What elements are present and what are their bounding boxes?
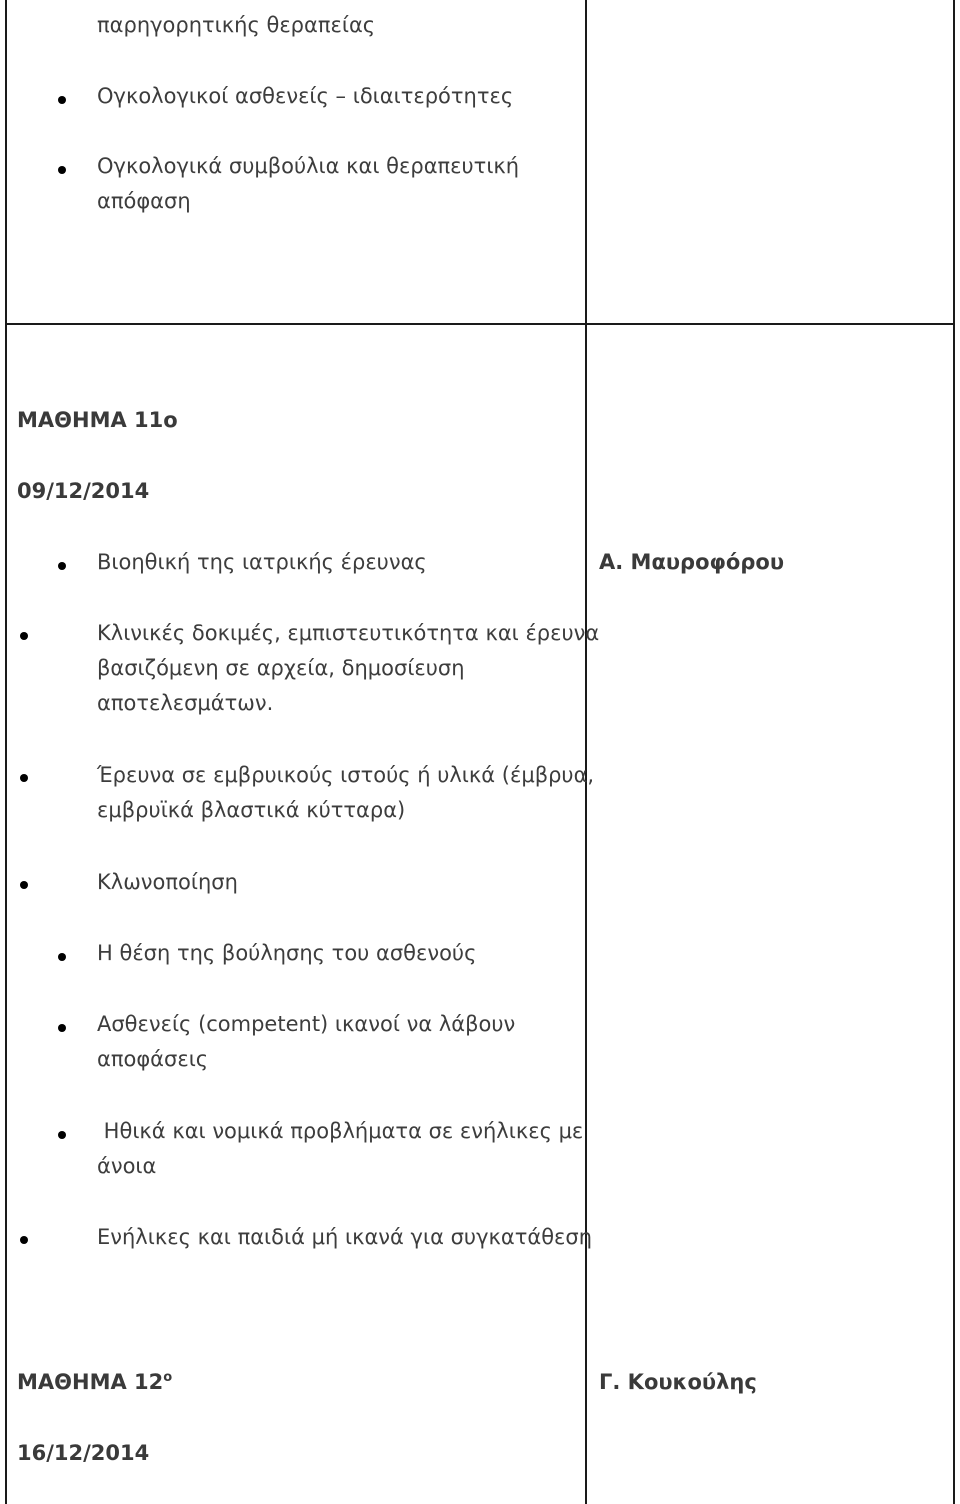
bullet-icon	[20, 1236, 28, 1244]
lesson-heading: ΜΑΘΗΜΑ 11ο	[17, 408, 178, 432]
topic-text: Κλινικές δοκιμές, εμπιστευτικότητα και έρευνα	[97, 621, 600, 645]
bullet-icon	[58, 1024, 66, 1032]
lesson-heading-superscript: ο	[163, 1370, 173, 1385]
table-right-border	[953, 0, 955, 1504]
topic-text: Ηθικά και νομικά προβλήματα σε ενήλικες με	[97, 1119, 584, 1143]
topic-text: απόφαση	[97, 189, 191, 213]
lesson-heading-text: ΜΑΘΗΜΑ 12	[17, 1370, 164, 1394]
topic-text: Βιοηθική της ιατρικής έρευνας	[97, 550, 427, 574]
topic-text: Ογκολογικοί ασθενείς – ιδιαιτερότητες	[97, 84, 514, 108]
instructor-name: Α. Μαυροφόρου	[599, 550, 785, 574]
bullet-icon	[58, 953, 66, 961]
table-column-divider	[585, 0, 587, 1504]
instructor-name: Γ. Κουκούλης	[599, 1370, 757, 1394]
topic-text: αποφάσεις	[97, 1047, 209, 1071]
bullet-icon	[58, 562, 66, 570]
bullet-icon	[20, 632, 28, 640]
topic-text: Ασθενείς (competent) ικανοί να λάβουν	[97, 1012, 516, 1036]
topic-text: αποτελεσμάτων.	[97, 691, 274, 715]
bullet-icon	[20, 881, 28, 889]
lesson-heading	[17, 1365, 172, 1400]
topic-text: παρηγορητικής θεραπείας	[97, 13, 376, 37]
topic-text: Ογκολογικά συμβούλια και θεραπευτική	[97, 154, 520, 178]
topic-text: Η θέση της βούλησης του ασθενούς	[97, 941, 477, 965]
topic-text: Ενήλικες και παιδιά μή ικανά για συγκατάθεση	[97, 1225, 593, 1249]
table-left-border	[5, 0, 7, 1504]
bullet-icon	[58, 1131, 66, 1139]
topic-text: άνοια	[97, 1154, 157, 1178]
topic-text: βασιζόμενη σε αρχεία, δημοσίευση	[97, 656, 465, 680]
bullet-icon	[58, 96, 66, 104]
bullet-icon	[58, 166, 66, 174]
topic-text: εμβρυϊκά βλαστικά κύτταρα)	[97, 798, 406, 822]
lesson-date: 09/12/2014	[17, 479, 150, 503]
lesson-date: 16/12/2014	[17, 1441, 150, 1465]
topic-text: Έρευνα σε εμβρυικούς ιστούς ή υλικά (έμβρυα,	[97, 763, 595, 787]
table-row-divider	[5, 323, 955, 325]
bullet-icon	[20, 774, 28, 782]
topic-text: Κλωνοποίηση	[97, 870, 238, 894]
